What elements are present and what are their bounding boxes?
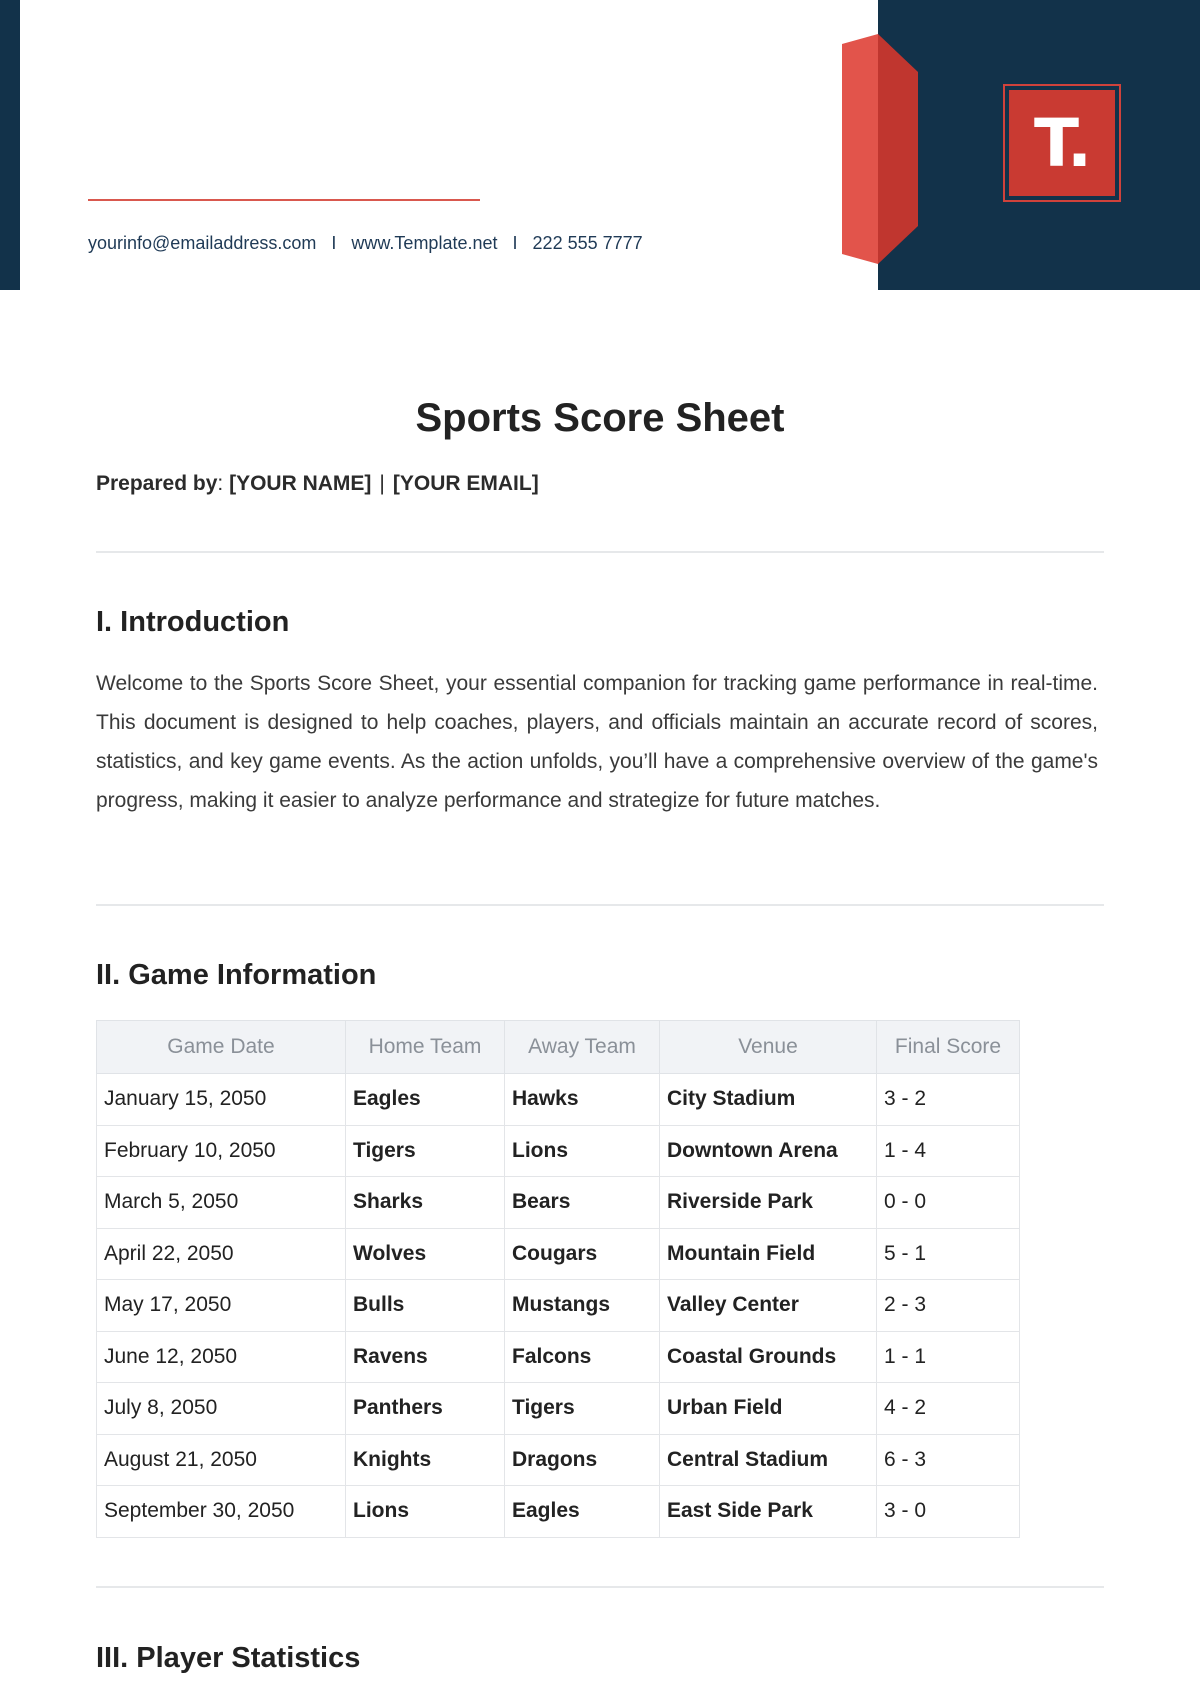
intro-heading: I. Introduction xyxy=(96,606,290,638)
column-header-away-team: Away Team xyxy=(505,1021,660,1074)
venue-cell: Riverside Park xyxy=(660,1177,877,1229)
table-row xyxy=(97,1434,1020,1486)
final-score-cell: 1 - 4 xyxy=(877,1125,1020,1177)
table-row xyxy=(97,1125,1020,1177)
game-date-cell: July 8, 2050 xyxy=(97,1383,346,1435)
column-header-venue: Venue xyxy=(660,1021,877,1074)
game-date-cell: June 12, 2050 xyxy=(97,1331,346,1383)
table-row xyxy=(97,1383,1020,1435)
prepared-by-label: Prepared by xyxy=(96,472,218,495)
player-stats-heading: III. Player Statistics xyxy=(96,1642,361,1674)
intro-paragraph: Welcome to the Sports Score Sheet, your essential companion for tracking game performance in real-time. This document is designed to help coaches, players, and officials maintain an accurate record of scores, statistics, and key game events. As the action unfolds, you’ll have a comprehensive overview of the game's progress, making it easier to analyze performance and strategize for future matches. xyxy=(96,672,1098,812)
venue-cell: Coastal Grounds xyxy=(660,1331,877,1383)
venue-cell: Mountain Field xyxy=(660,1228,877,1280)
game-date-cell: February 10, 2050 xyxy=(97,1125,346,1177)
column-header-home-team: Home Team xyxy=(346,1021,505,1074)
venue-cell: Valley Center xyxy=(660,1280,877,1332)
game-date-cell: January 15, 2050 xyxy=(97,1074,346,1126)
contact-separator: I xyxy=(331,233,337,253)
prepared-by-colon: : xyxy=(217,472,224,495)
home-team-cell: Tigers xyxy=(346,1125,505,1177)
home-team-cell: Bulls xyxy=(346,1280,505,1332)
prepared-by-name: [YOUR NAME] xyxy=(229,472,372,495)
contact-line xyxy=(88,233,643,254)
column-header-final-score: Final Score xyxy=(877,1021,1020,1074)
table-row xyxy=(97,1280,1020,1332)
home-team-cell: Knights xyxy=(346,1434,505,1486)
final-score-cell: 3 - 2 xyxy=(877,1074,1020,1126)
game-date-cell: August 21, 2050 xyxy=(97,1434,346,1486)
contact-website[interactable]: www.Template.net xyxy=(351,233,498,253)
game-date-cell: March 5, 2050 xyxy=(97,1177,346,1229)
game-date-cell: April 22, 2050 xyxy=(97,1228,346,1280)
away-team-cell: Bears xyxy=(505,1177,660,1229)
section-divider xyxy=(96,1586,1104,1588)
venue-cell: City Stadium xyxy=(660,1074,877,1126)
home-team-cell: Ravens xyxy=(346,1331,505,1383)
table-row xyxy=(97,1486,1020,1538)
template-logo xyxy=(1003,84,1121,202)
away-team-cell: Eagles xyxy=(505,1486,660,1538)
venue-cell: Urban Field xyxy=(660,1383,877,1435)
away-team-cell: Dragons xyxy=(505,1434,660,1486)
game-info-heading: II. Game Information xyxy=(96,959,377,991)
final-score-cell: 0 - 0 xyxy=(877,1177,1020,1229)
final-score-cell: 4 - 2 xyxy=(877,1383,1020,1435)
final-score-cell: 1 - 1 xyxy=(877,1331,1020,1383)
away-team-cell: Mustangs xyxy=(505,1280,660,1332)
left-header-strip xyxy=(0,0,20,290)
table-row xyxy=(97,1228,1020,1280)
header-accent-rule xyxy=(88,199,480,201)
section-divider xyxy=(96,551,1104,553)
page-title: Sports Score Sheet xyxy=(415,396,785,440)
final-score-cell: 3 - 0 xyxy=(877,1486,1020,1538)
game-information-table xyxy=(96,1020,1020,1538)
red-ribbon-decoration xyxy=(842,34,918,264)
home-team-cell: Panthers xyxy=(346,1383,505,1435)
prepared-by-line xyxy=(96,472,539,496)
contact-email[interactable]: yourinfo@emailaddress.com xyxy=(88,233,317,253)
away-team-cell: Falcons xyxy=(505,1331,660,1383)
table-header-row xyxy=(97,1021,1020,1074)
contact-phone: 222 555 7777 xyxy=(532,233,643,253)
home-team-cell: Lions xyxy=(346,1486,505,1538)
table-row xyxy=(97,1177,1020,1229)
venue-cell: Downtown Arena xyxy=(660,1125,877,1177)
home-team-cell: Eagles xyxy=(346,1074,505,1126)
final-score-cell: 2 - 3 xyxy=(877,1280,1020,1332)
final-score-cell: 6 - 3 xyxy=(877,1434,1020,1486)
away-team-cell: Lions xyxy=(505,1125,660,1177)
away-team-cell: Cougars xyxy=(505,1228,660,1280)
logo-letter: T. xyxy=(1009,90,1115,196)
away-team-cell: Hawks xyxy=(505,1074,660,1126)
section-divider xyxy=(96,904,1104,906)
final-score-cell: 5 - 1 xyxy=(877,1228,1020,1280)
table-row xyxy=(97,1074,1020,1126)
home-team-cell: Sharks xyxy=(346,1177,505,1229)
game-date-cell: May 17, 2050 xyxy=(97,1280,346,1332)
prepared-by-pipe: | xyxy=(379,472,385,495)
contact-separator: I xyxy=(512,233,518,253)
venue-cell: Central Stadium xyxy=(660,1434,877,1486)
game-date-cell: September 30, 2050 xyxy=(97,1486,346,1538)
column-header-game-date: Game Date xyxy=(97,1021,346,1074)
home-team-cell: Wolves xyxy=(346,1228,505,1280)
prepared-by-email: [YOUR EMAIL] xyxy=(392,472,539,495)
table-row xyxy=(97,1331,1020,1383)
away-team-cell: Tigers xyxy=(505,1383,660,1435)
venue-cell: East Side Park xyxy=(660,1486,877,1538)
